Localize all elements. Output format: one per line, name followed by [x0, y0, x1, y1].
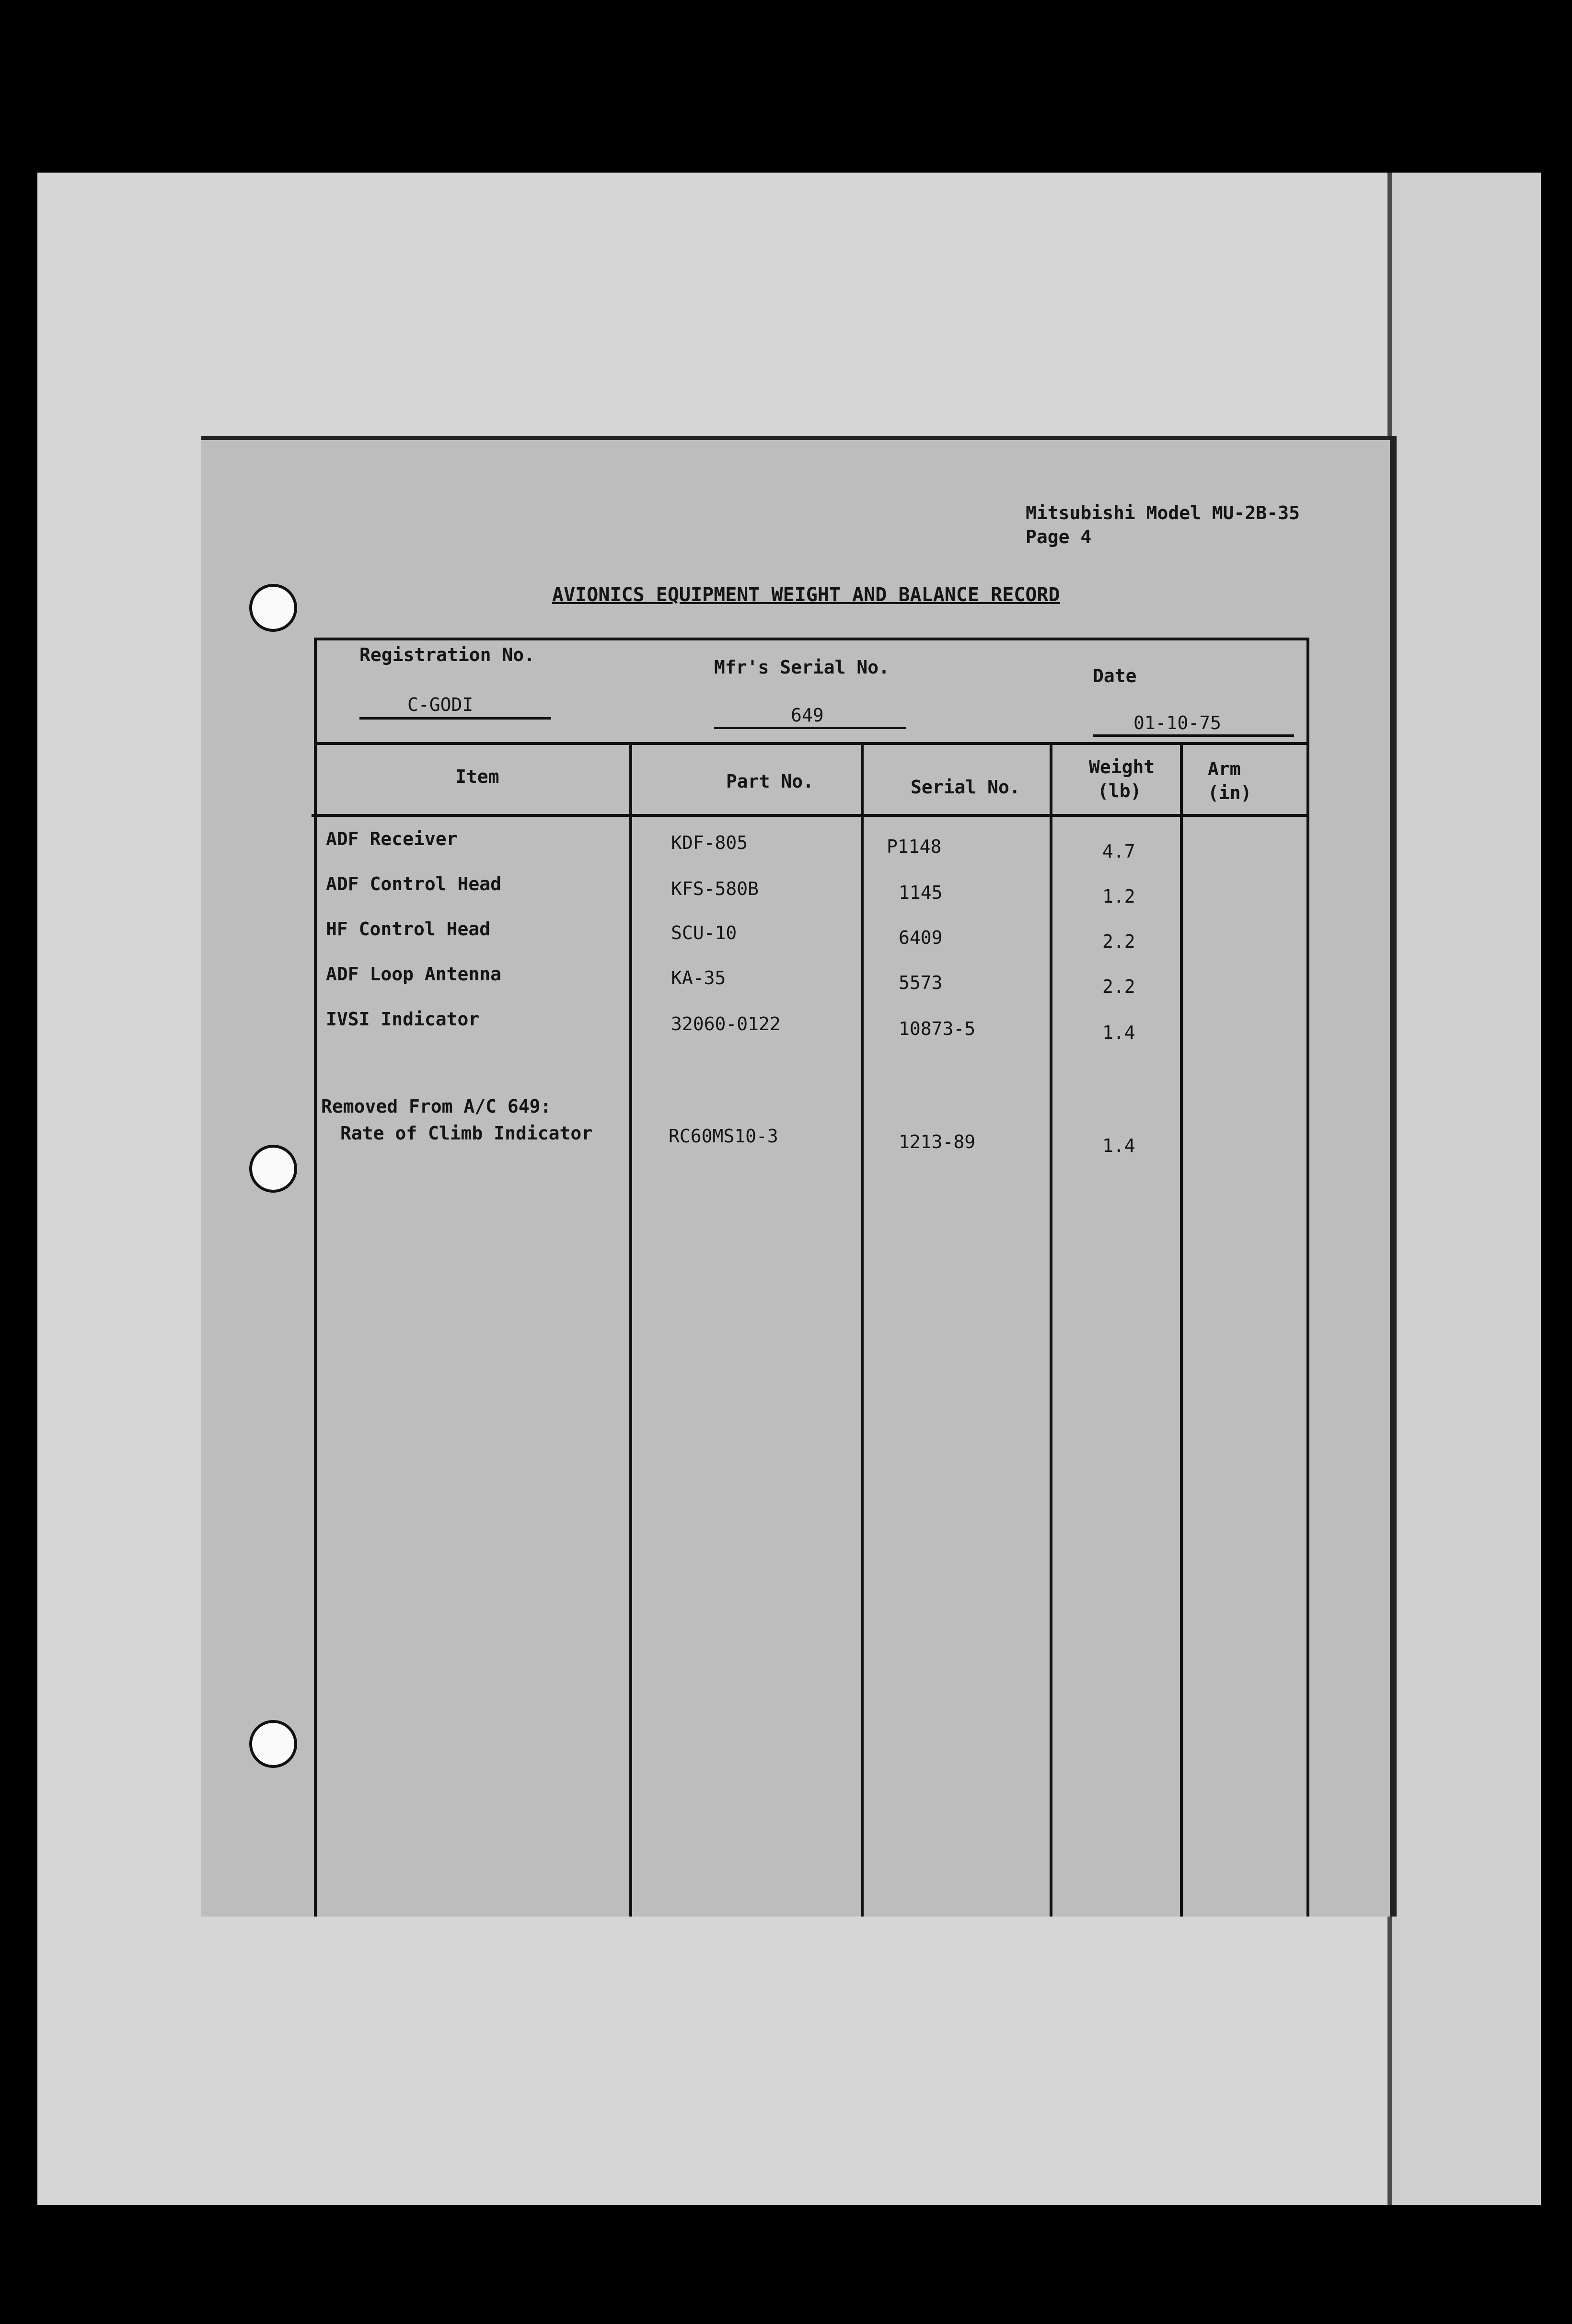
date-value: 01-10-75	[1133, 712, 1222, 733]
document-title: AVIONICS EQUIPMENT WEIGHT AND BALANCE RECORD	[552, 584, 1060, 606]
page-number: Page 4	[1026, 526, 1092, 547]
serial-underline	[714, 727, 906, 729]
registration-value: C-GODI	[407, 694, 474, 715]
aircraft-model: Mitsubishi Model MU-2B-35	[1026, 502, 1300, 523]
col-header-arm-2: (in)	[1208, 782, 1252, 803]
row-serial: 5573	[899, 972, 943, 993]
date-underline	[1093, 734, 1294, 737]
row-item: Rate of Climb Indicator	[340, 1123, 593, 1144]
row-item: HF Control Head	[326, 918, 491, 940]
col-header-serial: Serial No.	[911, 777, 1020, 798]
col-header-weight-2: (lb)	[1098, 780, 1142, 802]
row-part: 32060-0122	[671, 1013, 781, 1034]
row-serial: P1148	[887, 836, 942, 857]
row-part: RC60MS10-3	[669, 1126, 778, 1147]
row-item: ADF Control Head	[326, 873, 502, 895]
row-weight: 4.7	[1102, 841, 1135, 862]
col-divider-serial-weight	[1050, 742, 1052, 1917]
row-weight: 1.4	[1102, 1022, 1135, 1043]
col-divider-item-part	[629, 742, 632, 1917]
col-header-item: Item	[455, 766, 499, 787]
table-top-border	[316, 638, 1308, 640]
registration-label: Registration No.	[359, 644, 535, 665]
date-label: Date	[1093, 665, 1137, 686]
row-item: IVSI Indicator	[326, 1009, 480, 1030]
row-item: ADF Loop Antenna	[326, 964, 502, 985]
col-header-weight-1: Weight	[1089, 756, 1155, 778]
col-header-arm-1: Arm	[1208, 758, 1241, 779]
serial-label: Mfr's Serial No.	[714, 657, 890, 678]
row-serial: 6409	[899, 927, 943, 948]
binder-hole-middle	[249, 1145, 297, 1193]
row-part: KFS-580B	[671, 878, 759, 899]
document-sheet	[201, 436, 1397, 1917]
row-part: KA-35	[671, 967, 726, 988]
removed-heading: Removed From A/C 649:	[321, 1096, 552, 1117]
row-weight: 1.4	[1102, 1135, 1135, 1156]
row-serial: 10873-5	[899, 1018, 976, 1039]
col-divider-part-serial	[861, 742, 864, 1917]
col-header-part: Part No.	[726, 771, 814, 792]
binder-hole-top	[249, 584, 297, 632]
serial-value: 649	[791, 705, 824, 726]
column-header-bottom-border	[312, 814, 1308, 817]
row-weight: 1.2	[1102, 886, 1135, 907]
table-right-border	[1306, 638, 1309, 1917]
registration-underline	[359, 717, 551, 720]
row-serial: 1145	[899, 882, 943, 903]
row-weight: 2.2	[1102, 976, 1135, 997]
binder-hole-bottom	[249, 1720, 297, 1768]
row-part: SCU-10	[671, 922, 737, 943]
row-part: KDF-805	[671, 832, 748, 853]
row-item: ADF Receiver	[326, 828, 458, 849]
info-bottom-border	[314, 742, 1308, 745]
row-serial: 1213-89	[899, 1131, 976, 1152]
table-left-border	[314, 638, 317, 1917]
row-weight: 2.2	[1102, 931, 1135, 952]
col-divider-weight-arm	[1180, 742, 1183, 1917]
card-edge-strip	[1387, 173, 1541, 2205]
